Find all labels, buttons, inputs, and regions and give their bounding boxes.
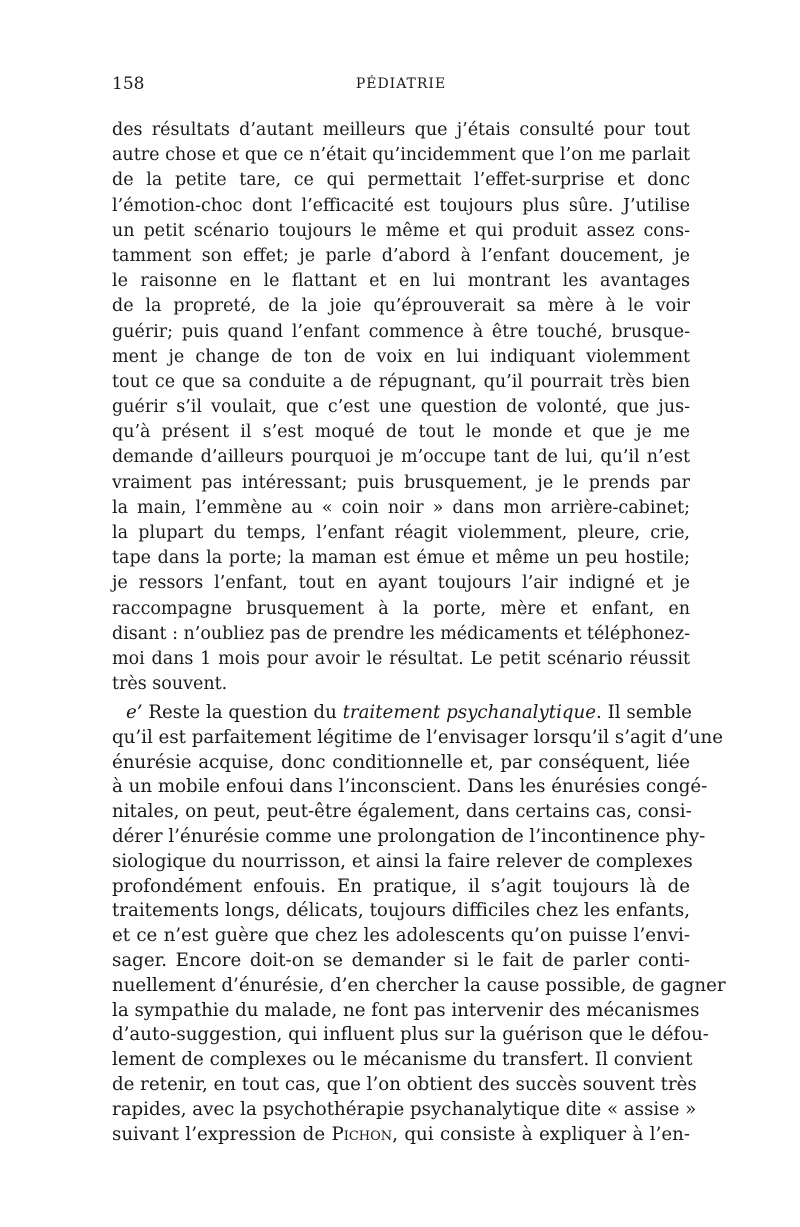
text-line: guérir; puis quand l’enfant commence à être touché, brusque- [112,321,690,342]
text-line: de retenir, en tout cas, que l’on obtient des succès souvent très [112,1073,697,1095]
text-line: un petit scénario toujours le même et qui produit assez cons- [112,220,690,241]
text-line: lement de complexes ou le mécanisme du transfert. Il convient [112,1049,693,1071]
text-line: l’émotion-choc dont l’efficacité est toujours plus sûre. J’utilise [112,195,690,216]
text-line: je ressors l’enfant, tout en ayant toujours l’air indigné et je [112,573,690,594]
text-line: et ce n’est guère que chez les adolescents qu’on puisse l’envi- [112,925,690,947]
text-line: guérir s’il voulait, que c’est une question de volonté, que jus- [112,397,690,418]
text-line: profondément enfouis. En pratique, il s’agit toujours là de [112,875,690,897]
text-line: qu’il est parfaitement légitime de l’envisager lorsqu’il s’agit d’une [112,726,724,748]
text-line [112,1123,690,1148]
text-line: de la petite tare, ce qui permettait l’effet-surprise et donc [112,170,690,191]
text-line: disant : n’oubliez pas de prendre les médicaments et téléphonez- [112,623,691,644]
text-segment: . Il semble [596,702,692,723]
text-line: dérer l’énurésie comme une prolongation de l’incontinence phy- [112,825,706,847]
text-line: vraiment pas intéressant; puis brusquement, je le prends par [112,472,690,493]
author-name: Pichon [331,1123,393,1145]
paragraph-2 [112,701,726,1147]
text-line: rapides, avec la psychothérapie psychanalytique dite « assise » [112,1098,697,1120]
text-line: ment je change de ton de voix en lui indiquant violemment [112,346,690,367]
text-line: tamment son effet; je parle d’abord à l’enfant doucement, je [112,245,690,266]
page-number: 158 [112,74,145,94]
text-line: nitales, on peut, peut-être également, dans certains cas, consi- [112,801,692,823]
text-line: d’auto-suggestion, qui influent plus sur la guérison que le défou- [112,1024,709,1046]
italic-term: traitement psychanalytique [342,702,597,723]
text-line: traitements longs, délicats, toujours difficiles chez les enfants, [112,900,690,922]
text-line: le raisonne en le flattant et en lui montrant les avantages [112,271,690,292]
text-line: la main, l’emmène au « coin noir » dans mon arrière-cabinet; [112,497,690,518]
text-line: de la propreté, de la joie qu’éprouverait sa mère à le voir [112,296,690,317]
text-line: tape dans la porte; la maman est émue et même un peu hostile; [112,548,690,569]
text-line: nuellement d’énurésie, d’en chercher la cause possible, de gagner [112,974,726,996]
text-line: à un mobile enfoui dans l’inconscient. Dans les énurésies congé- [112,776,708,798]
text-line: la sympathie du malade, ne font pas intervenir des mécanismes [112,999,700,1021]
text-line [112,701,690,726]
text-line: des résultats d’autant meilleurs que j’étais consulté pour tout [112,120,690,140]
text-line: autre chose et que ce n’était qu’incidemment que l’on me parlait [112,145,690,166]
page-header [112,74,690,98]
text-line: tout ce que sa conduite a de répugnant, qu’il pourrait très bien [112,371,690,392]
text-segment: , qui consiste à expliquer à l’en- [392,1123,690,1145]
section-marker: e’ [126,702,143,723]
paragraph-1 [112,118,690,697]
text-line: moi dans 1 mois pour avoir le résultat. Le petit scénario réussit [112,648,690,669]
text-line: sager. Encore doit-on se demander si le fait de parler conti- [112,949,690,971]
text-line: siologique du nourrisson, et ainsi la faire relever de complexes [112,850,693,872]
text-segment: suivant l’expression de [112,1123,332,1145]
text-segment: Reste la question du [142,702,343,723]
text-line: raccompagne brusquement à la porte, mère et enfant, en [112,598,690,619]
running-head: PÉDIATRIE [355,76,447,92]
text-line: demande d’ailleurs pourquoi je m’occupe tant de lui, qu’il n’est [112,447,690,468]
text-line: très souvent. [112,674,228,695]
text-line: la plupart du temps, l’enfant réagit violemment, pleure, crie, [112,523,690,543]
text-line: qu’à présent il s’est moqué de tout le monde et que je me [112,422,690,443]
text-line: énurésie acquise, donc conditionnelle et, par conséquent, liée [112,751,690,773]
